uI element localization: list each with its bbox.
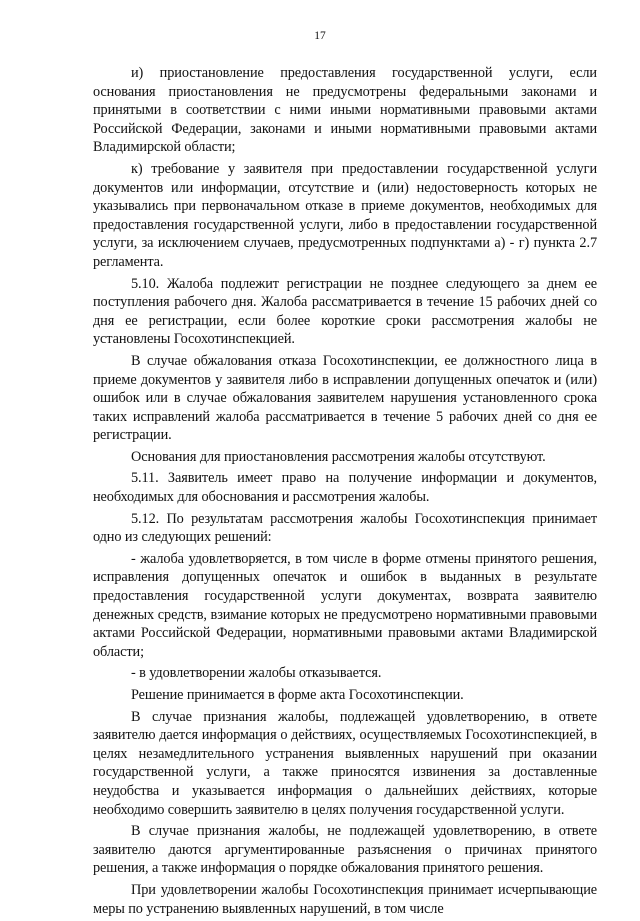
paragraph-satisfied-response: В случае признания жалобы, подлежащей удовлетворению, в ответе заявителю дается информация о действиях, осуществляемых Госохотинспекцией, в целях незамедлительного устранения выявленных нарушений при оказании государственной услуги, а также приносятся извинения за доставленные неудобства и указывается информация о дальнейших действиях, которые необходимо совершить заявителю в целях получения государственной услуги. <box>93 708 597 818</box>
paragraph-item-k: к) требование у заявителя при предоставлении государственной услуги документов или информации, отсутствие и (или) недостоверность которых не указывались при первоначальном отказе в приеме документов, необходимых для предоставления государственной услуги, либо в предоставлении государственной услуги, за исключением случаев, предусмотренных подпунктами а) - г) пункта 2.7 регламента. <box>93 160 597 270</box>
paragraph-5-11: 5.11. Заявитель имеет право на получение информации и документов, необходимых для обоснования и рассмотрения жалобы. <box>93 470 597 506</box>
paragraph-5-12: 5.12. По результатам рассмотрения жалобы Госохотинспекция принимает одно из следующих решений: <box>93 510 597 546</box>
paragraph-decision-form: Решение принимается в форме акта Госохотинспекции. <box>131 687 464 703</box>
paragraph-appeal-refusal: В случае обжалования отказа Госохотинспекции, ее должностного лица в приеме документов у заявителя либо в исправлении допущенных опечаток и (или) ошибок или в случае обжалования заявителем нарушения установленного срока таких исправлений жалоба рассматривается в течение 5 рабочих дней со дня ее регистрации. <box>93 352 597 444</box>
paragraph-5-10: 5.10. Жалоба подлежит регистрации не позднее следующего за днем ее поступления рабочего дня. Жалоба рассматривается в течение 15 рабочих дней со дня ее регистрации, если более короткие сроки рассмотрения жалобы не установлены Госохотинспекцией. <box>93 275 597 348</box>
paragraph-item-i: и) приостановление предоставления государственной услуги, если основания приостановления не предусмотрены федеральными законами и принятыми в соответствии с ними иными нормативными правовыми актами Российской Федерации, законами и иными нормативными правовыми актами Владимирской области; <box>93 65 597 156</box>
paragraph-remedy-measures: При удовлетворении жалобы Госохотинспекция принимает исчерпывающие меры по устранению выявленных нарушений, в том числе <box>93 881 597 917</box>
page-number: 17 <box>314 30 326 42</box>
paragraph-complaint-rejected: - в удовлетворении жалобы отказывается. <box>131 665 382 682</box>
document-body <box>93 64 597 921</box>
paragraph-complaint-satisfied: - жалоба удовлетворяется, в том числе в форме отмены принятого решения, исправления допущенных опечаток и ошибок в выданных в результате предоставления государственной услуги документах, возврата заявителю денежных средств, взимание которых не предусмотрено нормативными правовыми актами Российской Федерации, нормативными правовыми актами Владимирской области; <box>93 550 597 660</box>
paragraph-rejected-response: В случае признания жалобы, не подлежащей удовлетворению, в ответе заявителю даются аргументированные разъяснения о причинах принятого решения, а также информация о порядке обжалования принятого решения. <box>93 823 597 877</box>
paragraph-no-suspension: Основания для приостановления рассмотрения жалобы отсутствуют. <box>131 448 546 465</box>
